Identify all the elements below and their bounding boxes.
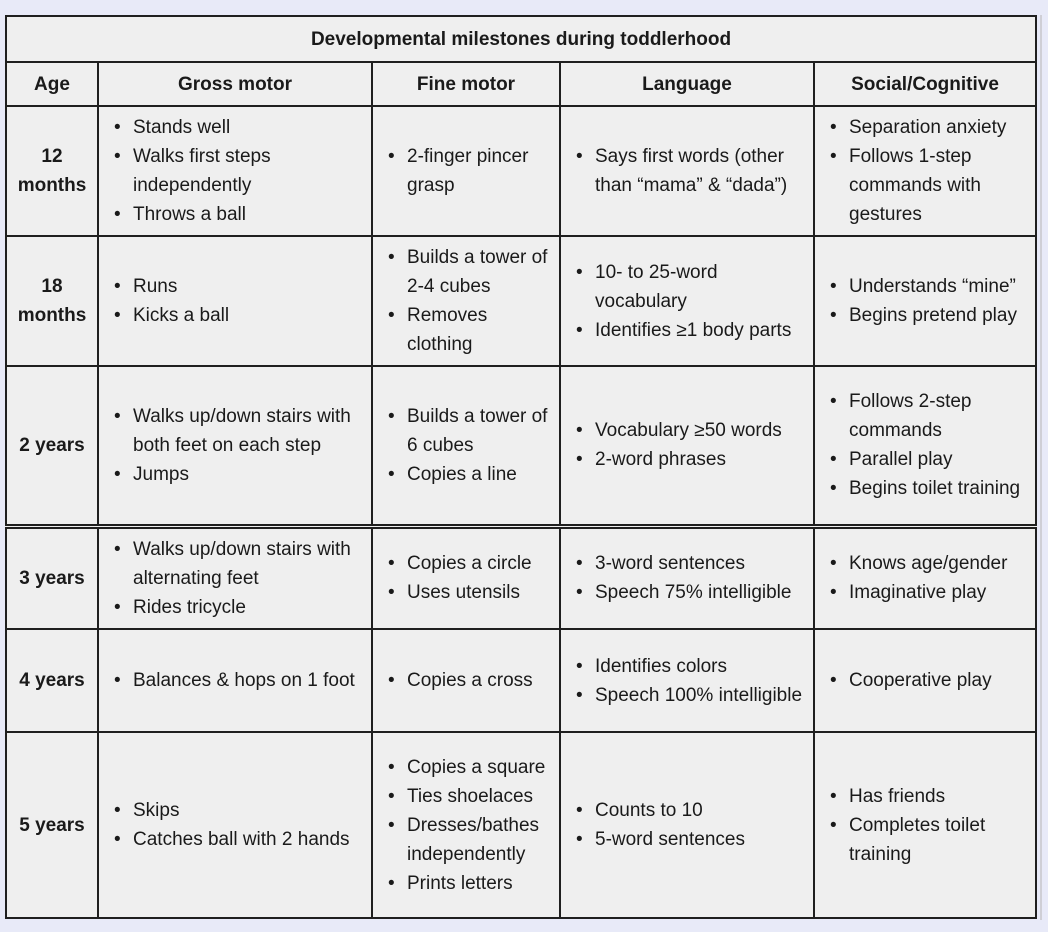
scrollbar-edge xyxy=(1040,15,1042,920)
milestone-item: • Catches ball with 2 hands xyxy=(109,825,365,854)
milestone-list xyxy=(825,549,1029,607)
header-gross-motor: Gross motor xyxy=(98,62,372,106)
milestone-list xyxy=(383,753,553,898)
fine-motor-cell xyxy=(372,106,560,236)
milestone-item: • Identifies ≥1 body parts xyxy=(571,316,807,345)
milestone-item: • Walks up/down stairs with both feet on each step xyxy=(109,402,365,460)
table-row xyxy=(6,629,1036,732)
milestones-table xyxy=(5,15,1037,919)
milestone-item: • Imaginative play xyxy=(825,578,1029,607)
milestone-item: • Copies a circle xyxy=(383,549,553,578)
milestones-table-container xyxy=(5,15,1035,919)
milestone-item: • Speech 100% intelligible xyxy=(571,681,807,710)
milestone-item: • Says first words (other than “mama” & “dada”) xyxy=(571,142,807,200)
milestone-item: • Copies a square xyxy=(383,753,553,782)
table-caption: Developmental milestones during toddlerhood xyxy=(6,16,1036,62)
language-cell xyxy=(560,236,814,366)
language-cell xyxy=(560,732,814,918)
milestone-item: • Follows 1-step commands with gestures xyxy=(825,142,1029,229)
gross-motor-cell xyxy=(98,629,372,732)
milestone-list xyxy=(109,272,365,330)
milestone-item: • Rides tricycle xyxy=(109,593,365,622)
milestone-item: • Builds a tower of 2-4 cubes xyxy=(383,243,553,301)
milestone-list xyxy=(825,113,1029,229)
milestone-item: • Speech 75% intelligible xyxy=(571,578,807,607)
milestone-item: • Completes toilet training xyxy=(825,811,1029,869)
milestone-item: • Parallel play xyxy=(825,445,1029,474)
milestone-list xyxy=(571,142,807,200)
milestone-item: • Stands well xyxy=(109,113,365,142)
milestone-item: • 10- to 25-word vocabulary xyxy=(571,258,807,316)
milestone-item: • Skips xyxy=(109,796,365,825)
social-cognitive-cell xyxy=(814,236,1036,366)
milestone-list xyxy=(383,402,553,489)
milestone-list xyxy=(383,666,553,695)
milestone-item: • Kicks a ball xyxy=(109,301,365,330)
social-cognitive-cell xyxy=(814,106,1036,236)
fine-motor-cell xyxy=(372,366,560,526)
gross-motor-cell xyxy=(98,526,372,629)
milestone-item: • Builds a tower of 6 cubes xyxy=(383,402,553,460)
language-cell xyxy=(560,629,814,732)
milestone-list xyxy=(825,387,1029,503)
milestone-item: • Dresses/bathes independently xyxy=(383,811,553,869)
milestone-list xyxy=(571,796,807,854)
milestone-item: • Copies a cross xyxy=(383,666,553,695)
social-cognitive-cell xyxy=(814,366,1036,526)
age-cell: 12 months xyxy=(6,106,98,236)
milestone-item: • Vocabulary ≥50 words xyxy=(571,416,807,445)
milestone-item: • 3-word sentences xyxy=(571,549,807,578)
caption-row xyxy=(6,16,1036,62)
fine-motor-cell xyxy=(372,629,560,732)
fine-motor-cell xyxy=(372,236,560,366)
milestone-list xyxy=(825,272,1029,330)
milestone-list xyxy=(109,666,365,695)
milestone-item: • Begins toilet training xyxy=(825,474,1029,503)
fine-motor-cell xyxy=(372,526,560,629)
gross-motor-cell xyxy=(98,732,372,918)
milestone-item: • Balances & hops on 1 foot xyxy=(109,666,365,695)
milestone-item: • 5-word sentences xyxy=(571,825,807,854)
milestone-item: • Cooperative play xyxy=(825,666,1029,695)
milestone-list xyxy=(109,796,365,854)
milestone-item: • Jumps xyxy=(109,460,365,489)
milestone-item: • Prints letters xyxy=(383,869,553,898)
language-cell xyxy=(560,366,814,526)
social-cognitive-cell xyxy=(814,526,1036,629)
milestone-item: • Removes clothing xyxy=(383,301,553,359)
milestone-list xyxy=(109,113,365,229)
social-cognitive-cell xyxy=(814,732,1036,918)
milestone-list xyxy=(383,549,553,607)
table-body xyxy=(6,106,1036,918)
milestone-item: • Copies a line xyxy=(383,460,553,489)
age-cell: 3 years xyxy=(6,526,98,629)
milestone-item: • Counts to 10 xyxy=(571,796,807,825)
milestone-item: • Knows age/gender xyxy=(825,549,1029,578)
milestone-item: • 2-finger pincer grasp xyxy=(383,142,553,200)
age-cell: 4 years xyxy=(6,629,98,732)
table-row xyxy=(6,106,1036,236)
milestone-item: • Identifies colors xyxy=(571,652,807,681)
gross-motor-cell xyxy=(98,106,372,236)
gross-motor-cell xyxy=(98,236,372,366)
fine-motor-cell xyxy=(372,732,560,918)
milestone-item: • Follows 2-step commands xyxy=(825,387,1029,445)
social-cognitive-cell xyxy=(814,629,1036,732)
header-row xyxy=(6,62,1036,106)
milestone-item: • Uses utensils xyxy=(383,578,553,607)
header-language: Language xyxy=(560,62,814,106)
milestone-list xyxy=(571,258,807,345)
age-cell: 5 years xyxy=(6,732,98,918)
milestone-item: • Begins pretend play xyxy=(825,301,1029,330)
milestone-list xyxy=(571,416,807,474)
table-row xyxy=(6,526,1036,629)
table-row xyxy=(6,366,1036,526)
milestone-list xyxy=(571,652,807,710)
milestone-list xyxy=(383,142,553,200)
milestone-list xyxy=(109,402,365,489)
milestone-item: • Has friends xyxy=(825,782,1029,811)
milestone-list xyxy=(109,535,365,622)
milestone-item: • Walks up/down stairs with alternating feet xyxy=(109,535,365,593)
milestone-item: • Ties shoelaces xyxy=(383,782,553,811)
language-cell xyxy=(560,526,814,629)
header-social-cognitive: Social/Cognitive xyxy=(814,62,1036,106)
milestone-list xyxy=(825,782,1029,869)
milestone-item: • Runs xyxy=(109,272,365,301)
milestone-item: • Walks first steps independently xyxy=(109,142,365,200)
milestone-item: • Throws a ball xyxy=(109,200,365,229)
age-cell: 2 years xyxy=(6,366,98,526)
header-age: Age xyxy=(6,62,98,106)
milestone-item: • Separation anxiety xyxy=(825,113,1029,142)
milestone-list xyxy=(571,549,807,607)
header-fine-motor: Fine motor xyxy=(372,62,560,106)
table-row xyxy=(6,732,1036,918)
milestone-item: • 2-word phrases xyxy=(571,445,807,474)
language-cell xyxy=(560,106,814,236)
milestone-list xyxy=(383,243,553,359)
age-cell: 18 months xyxy=(6,236,98,366)
milestone-list xyxy=(825,666,1029,695)
table-row xyxy=(6,236,1036,366)
gross-motor-cell xyxy=(98,366,372,526)
milestone-item: • Understands “mine” xyxy=(825,272,1029,301)
